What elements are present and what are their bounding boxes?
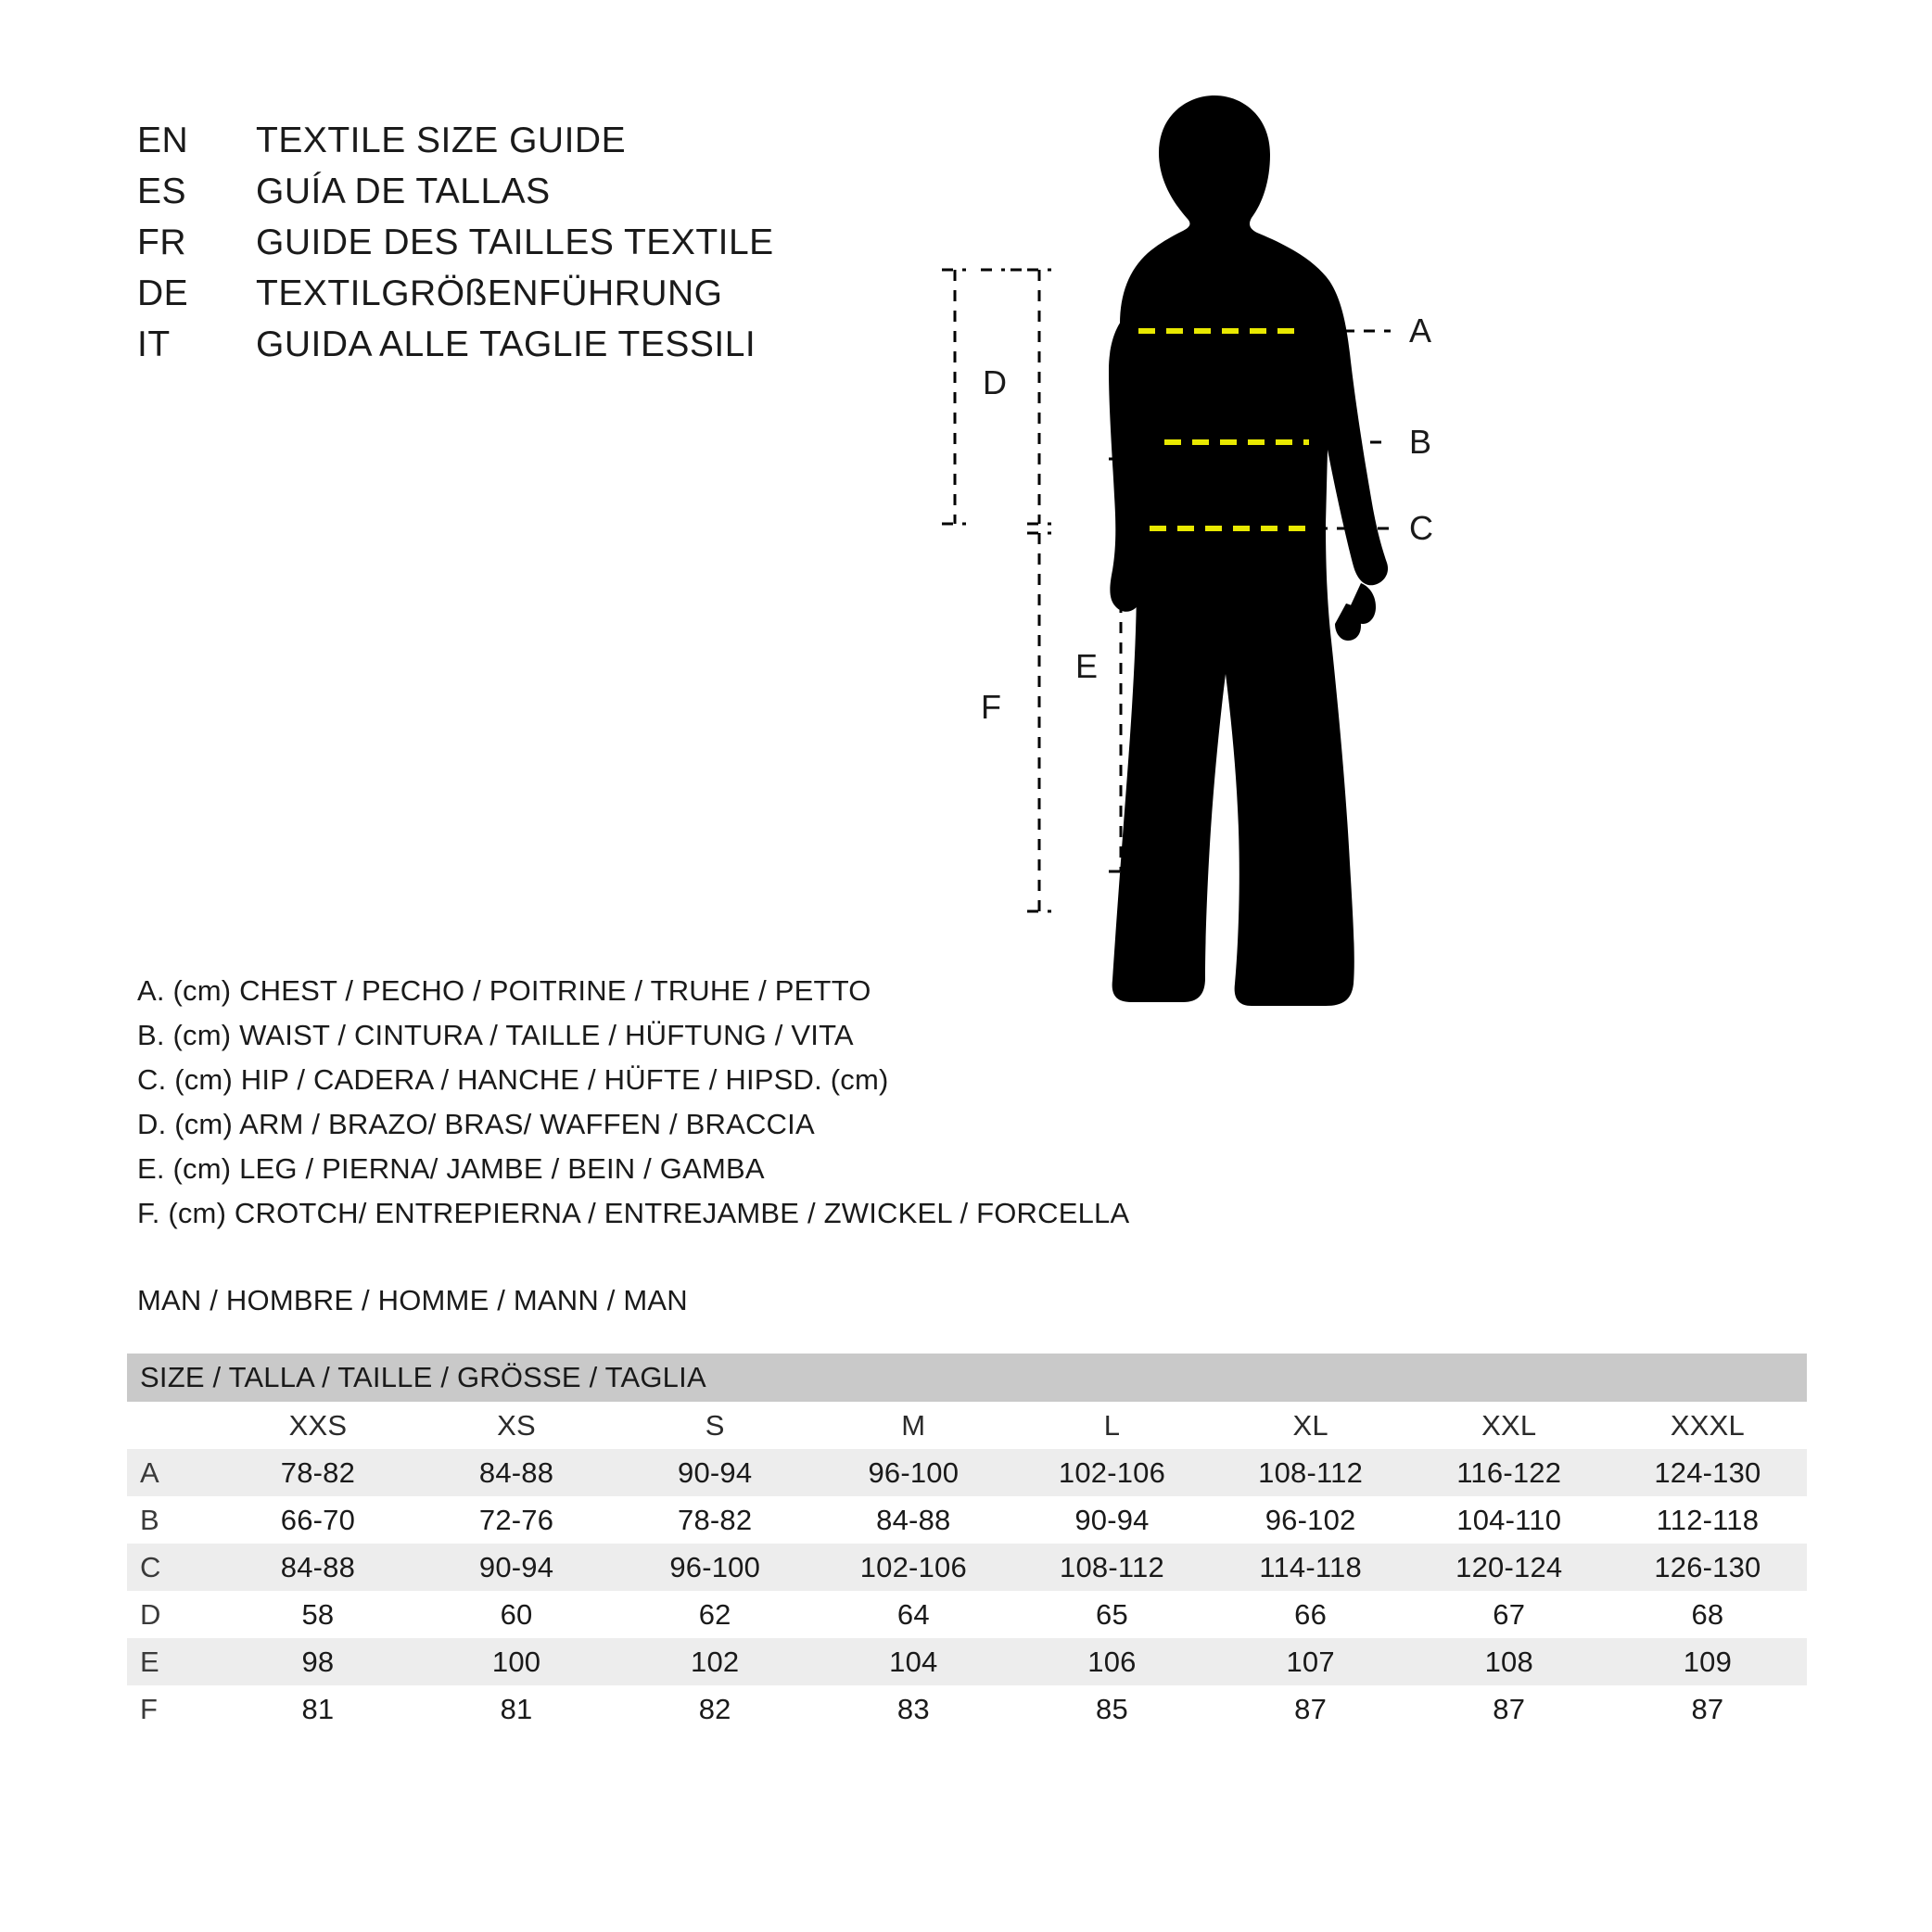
language-row (137, 324, 774, 375)
cell-F-L: 85 (1012, 1685, 1211, 1733)
cell-E-S: 102 (616, 1638, 814, 1685)
table-title: SIZE / TALLA / TAILLE / GRÖSSE / TAGLIA (127, 1354, 1807, 1402)
cell-A-XL: 108-112 (1212, 1449, 1410, 1496)
cell-E-XS: 100 (417, 1638, 616, 1685)
cell-E-XXL: 108 (1410, 1638, 1608, 1685)
legend-item-waist: B. (cm) WAIST / CINTURA / TAILLE / HÜFTUNG / VITA (137, 1019, 854, 1051)
label-hip-C: C (1409, 509, 1433, 547)
cell-F-XXS: 81 (219, 1685, 417, 1733)
cell-E-XXS: 98 (219, 1638, 417, 1685)
cell-C-XXL: 120-124 (1410, 1544, 1608, 1591)
hand-detail-icon (1335, 583, 1376, 641)
measurement-legend (137, 969, 1129, 1236)
cell-D-XXL: 67 (1410, 1591, 1608, 1638)
cell-F-XL: 87 (1212, 1685, 1410, 1733)
cell-E-L: 106 (1012, 1638, 1211, 1685)
cell-A-M: 96-100 (814, 1449, 1012, 1496)
size-header-m: M (814, 1402, 1012, 1449)
language-title-block (137, 121, 774, 375)
table-row (127, 1544, 1807, 1591)
language-row (137, 121, 774, 172)
language-title: TEXTILE SIZE GUIDE (256, 121, 627, 160)
row-label-F: F (127, 1685, 219, 1733)
cell-F-XXL: 87 (1410, 1685, 1608, 1733)
legend-item-crotch: F. (cm) CROTCH/ ENTREPIERNA / ENTREJAMBE / ZWICKEL / FORCELLA (137, 1197, 1130, 1229)
cell-A-S: 90-94 (616, 1449, 814, 1496)
size-header-xxs: XXS (219, 1402, 417, 1449)
language-row (137, 172, 774, 222)
bracket-F (1027, 533, 1051, 911)
cell-B-XS: 72-76 (417, 1496, 616, 1544)
language-code: ES (137, 172, 187, 211)
cell-D-XL: 66 (1212, 1591, 1410, 1638)
size-header-s: S (616, 1402, 814, 1449)
legend-item-hip: C. (cm) HIP / CADERA / HANCHE / HÜFTE / HIPSD. (cm) (137, 1063, 889, 1096)
language-row (137, 273, 774, 324)
cell-E-XL: 107 (1212, 1638, 1410, 1685)
label-arm-D: D (983, 363, 1007, 401)
cell-B-XL: 96-102 (1212, 1496, 1410, 1544)
language-title: GUIDA ALLE TAGLIE TESSILI (256, 324, 756, 364)
cell-F-XXXL: 87 (1608, 1685, 1807, 1733)
row-label-empty (127, 1402, 219, 1449)
cell-C-XL: 114-118 (1212, 1544, 1410, 1591)
cell-C-S: 96-100 (616, 1544, 814, 1591)
cell-B-XXXL: 112-118 (1608, 1496, 1807, 1544)
table-title-row (127, 1354, 1807, 1402)
cell-C-XXS: 84-88 (219, 1544, 417, 1591)
cell-E-M: 104 (814, 1638, 1012, 1685)
cell-A-XXL: 116-122 (1410, 1449, 1608, 1496)
language-code: IT (137, 324, 171, 364)
label-chest-A: A (1409, 311, 1432, 350)
cell-C-L: 108-112 (1012, 1544, 1211, 1591)
gender-label: MAN / HOMBRE / HOMME / MANN / MAN (137, 1284, 688, 1316)
table-header-row (127, 1402, 1807, 1449)
cell-A-XXXL: 124-130 (1608, 1449, 1807, 1496)
size-header-xxxl: XXXL (1608, 1402, 1807, 1449)
legend-item-leg: E. (cm) LEG / PIERNA/ JAMBE / BEIN / GAMBA (137, 1152, 765, 1185)
man-silhouette-icon (1109, 95, 1388, 1006)
cell-B-M: 84-88 (814, 1496, 1012, 1544)
bracket-D (1027, 270, 1051, 524)
cell-F-XS: 81 (417, 1685, 616, 1733)
row-label-E: E (127, 1638, 219, 1685)
size-table (127, 1354, 1807, 1733)
cell-C-XS: 90-94 (417, 1544, 616, 1591)
cell-A-XS: 84-88 (417, 1449, 616, 1496)
size-header-xs: XS (417, 1402, 616, 1449)
cell-F-M: 83 (814, 1685, 1012, 1733)
row-label-C: C (127, 1544, 219, 1591)
cell-B-L: 90-94 (1012, 1496, 1211, 1544)
table-row (127, 1638, 1807, 1685)
cell-B-S: 78-82 (616, 1496, 814, 1544)
language-title: GUIDE DES TAILLES TEXTILE (256, 222, 774, 262)
label-leg-E: E (1075, 647, 1099, 685)
table-row (127, 1449, 1807, 1496)
cell-C-M: 102-106 (814, 1544, 1012, 1591)
legend-item-chest: A. (cm) CHEST / PECHO / POITRINE / TRUHE / PETTO (137, 974, 871, 1007)
size-header-l: L (1012, 1402, 1211, 1449)
language-code: FR (137, 222, 186, 262)
cell-D-XXXL: 68 (1608, 1591, 1807, 1638)
label-crotch-F: F (981, 688, 1001, 726)
cell-D-S: 62 (616, 1591, 814, 1638)
row-label-D: D (127, 1591, 219, 1638)
legend-item-arm: D. (cm) ARM / BRAZO/ BRAS/ WAFFEN / BRACCIA (137, 1108, 815, 1140)
cell-D-M: 64 (814, 1591, 1012, 1638)
cell-D-XXS: 58 (219, 1591, 417, 1638)
cell-D-L: 65 (1012, 1591, 1211, 1638)
language-code: DE (137, 273, 189, 313)
table-row (127, 1685, 1807, 1733)
language-title: TEXTILGRÖßENFÜHRUNG (256, 273, 723, 313)
size-header-xl: XL (1212, 1402, 1410, 1449)
language-title: GUÍA DE TALLAS (256, 172, 551, 211)
arm-dimension-bracket (942, 270, 966, 524)
size-header-xxl: XXL (1410, 1402, 1608, 1449)
table-row (127, 1496, 1807, 1544)
row-label-A: A (127, 1449, 219, 1496)
cell-B-XXL: 104-110 (1410, 1496, 1608, 1544)
cell-E-XXXL: 109 (1608, 1638, 1807, 1685)
label-waist-B: B (1409, 423, 1432, 461)
cell-C-XXXL: 126-130 (1608, 1544, 1807, 1591)
cell-B-XXS: 66-70 (219, 1496, 417, 1544)
body-measurement-diagram (981, 88, 1854, 1238)
cell-F-S: 82 (616, 1685, 814, 1733)
language-row (137, 222, 774, 273)
cell-D-XS: 60 (417, 1591, 616, 1638)
cell-A-L: 102-106 (1012, 1449, 1211, 1496)
cell-A-XXS: 78-82 (219, 1449, 417, 1496)
table-row (127, 1591, 1807, 1638)
language-code: EN (137, 121, 189, 160)
row-label-B: B (127, 1496, 219, 1544)
